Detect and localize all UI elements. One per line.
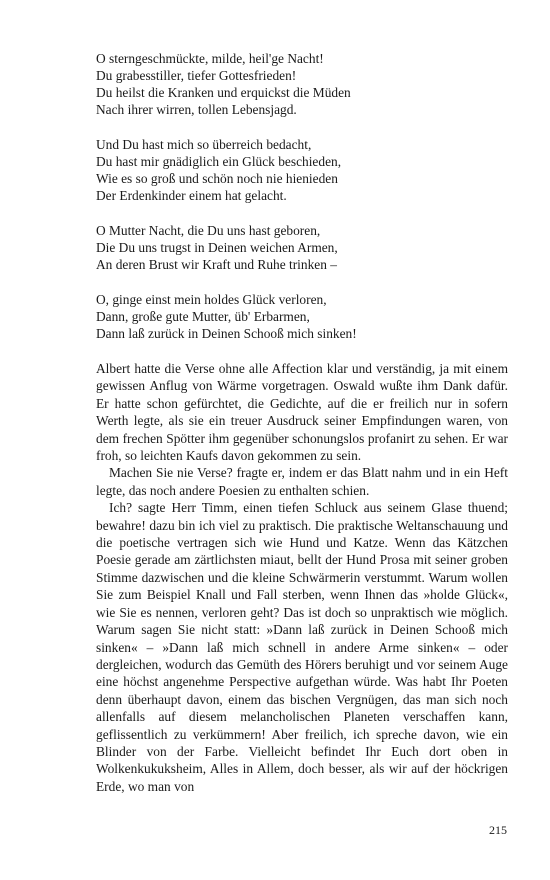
prose-paragraph-1: Albert hatte die Verse ohne alle Affection klar und verständig, ja mit einem gewissen Anflug von Wärme vorgetragen. Oswald wußte ihm Dank dafür. Er hatte schon gefürchtet, die Gedichte, auf die er freilich nur in sofern Werth legte, als sie ein treuer Ausdruck seiner Empfindungen waren, von dem frechen Spötter ihm gegenüber schonungslos profanirt zu sehen. Er war froh, so leichten Kaufs davon gekommen zu sein. bbox=[96, 361, 508, 464]
prose-paragraph-2: Machen Sie nie Verse? fragte er, indem er das Blatt nahm und in ein Heft legte, das noch andere Poesien zu enthalten schien. bbox=[96, 465, 508, 498]
verse-line: O Mutter Nacht, die Du uns hast geboren, bbox=[96, 223, 321, 238]
poem-stanza-3 bbox=[96, 222, 508, 273]
verse-line: Du grabesstiller, tiefer Gottesfrieden! bbox=[96, 68, 297, 83]
poem-stanza-4 bbox=[96, 291, 508, 342]
verse-line: Dann, große gute Mutter, üb' Erbarmen, bbox=[96, 309, 310, 324]
poem bbox=[96, 50, 508, 342]
verse-line: O sterngeschmückte, milde, heil'ge Nacht! bbox=[96, 51, 324, 66]
verse-line: Du heilst die Kranken und erquickst die Müden bbox=[96, 85, 351, 100]
page-number: 215 bbox=[489, 823, 507, 837]
verse-line: Die Du uns trugst in Deinen weichen Armen, bbox=[96, 240, 338, 255]
book-page bbox=[96, 50, 508, 795]
verse-line: Wie es so groß und schön noch nie hienieden bbox=[96, 171, 338, 186]
prose-paragraph-3: Ich? sagte Herr Timm, einen tiefen Schluck aus seinem Glase thuend; bewahre! dazu bin ich viel zu praktisch. Die praktische Weltanschauung und die poetische vertragen sich wie Hund und Katze. Wenn das Kätzchen Poesie gerade am zärtlichsten miaut, bellt der Hund Prosa mit seiner groben Stimme dazwischen und die kleine Schwärmerin verstummt. Warum wollen Sie zum Beispiel Knall und Fall sterben, wenn Ihnen das »holde Glück«, wie Sie es nennen, verloren geht? Das ist doch so unpraktisch wie möglich. Warum sagen Sie nicht statt: »Dann laß zurück in Deinen Schooß mich sinken« – »Dann laß mich schnell in andere Arme sinken« – oder dergleichen, wodurch das Gemüth des Hörers beruhigt und vor seinem Auge eine höchst angenehme Perspective aufgethan würde. Was habt Ihr Poeten denn überhaupt davon, einem das bischen Vergnügen, das man sich noch allenfalls auf diesem melancholischen Planeten verschaffen kann, geflissentlich zu verkümmern! Aber freilich, ich spreche davon, wie ein Blinder von der Farbe. Vielleicht befindet Ihr Euch dort oben in Wolkenkukuksheim, Alles in Allem, doch besser, als wir auf der höckrigen Erde, wo man von bbox=[96, 500, 508, 794]
poem-stanza-2 bbox=[96, 136, 508, 204]
verse-line: Dann laß zurück in Deinen Schooß mich sinken! bbox=[96, 326, 357, 341]
verse-line: Du hast mir gnädiglich ein Glück beschieden, bbox=[96, 154, 342, 169]
verse-line: An deren Brust wir Kraft und Ruhe trinken – bbox=[96, 257, 337, 272]
verse-line: Der Erdenkinder einem hat gelacht. bbox=[96, 188, 287, 203]
prose-text bbox=[96, 360, 508, 795]
verse-line: O, ginge einst mein holdes Glück verloren, bbox=[96, 292, 327, 307]
verse-line: Nach ihrer wirren, tollen Lebensjagd. bbox=[96, 102, 297, 117]
verse-line: Und Du hast mich so überreich bedacht, bbox=[96, 137, 312, 152]
poem-stanza-1 bbox=[96, 50, 508, 118]
